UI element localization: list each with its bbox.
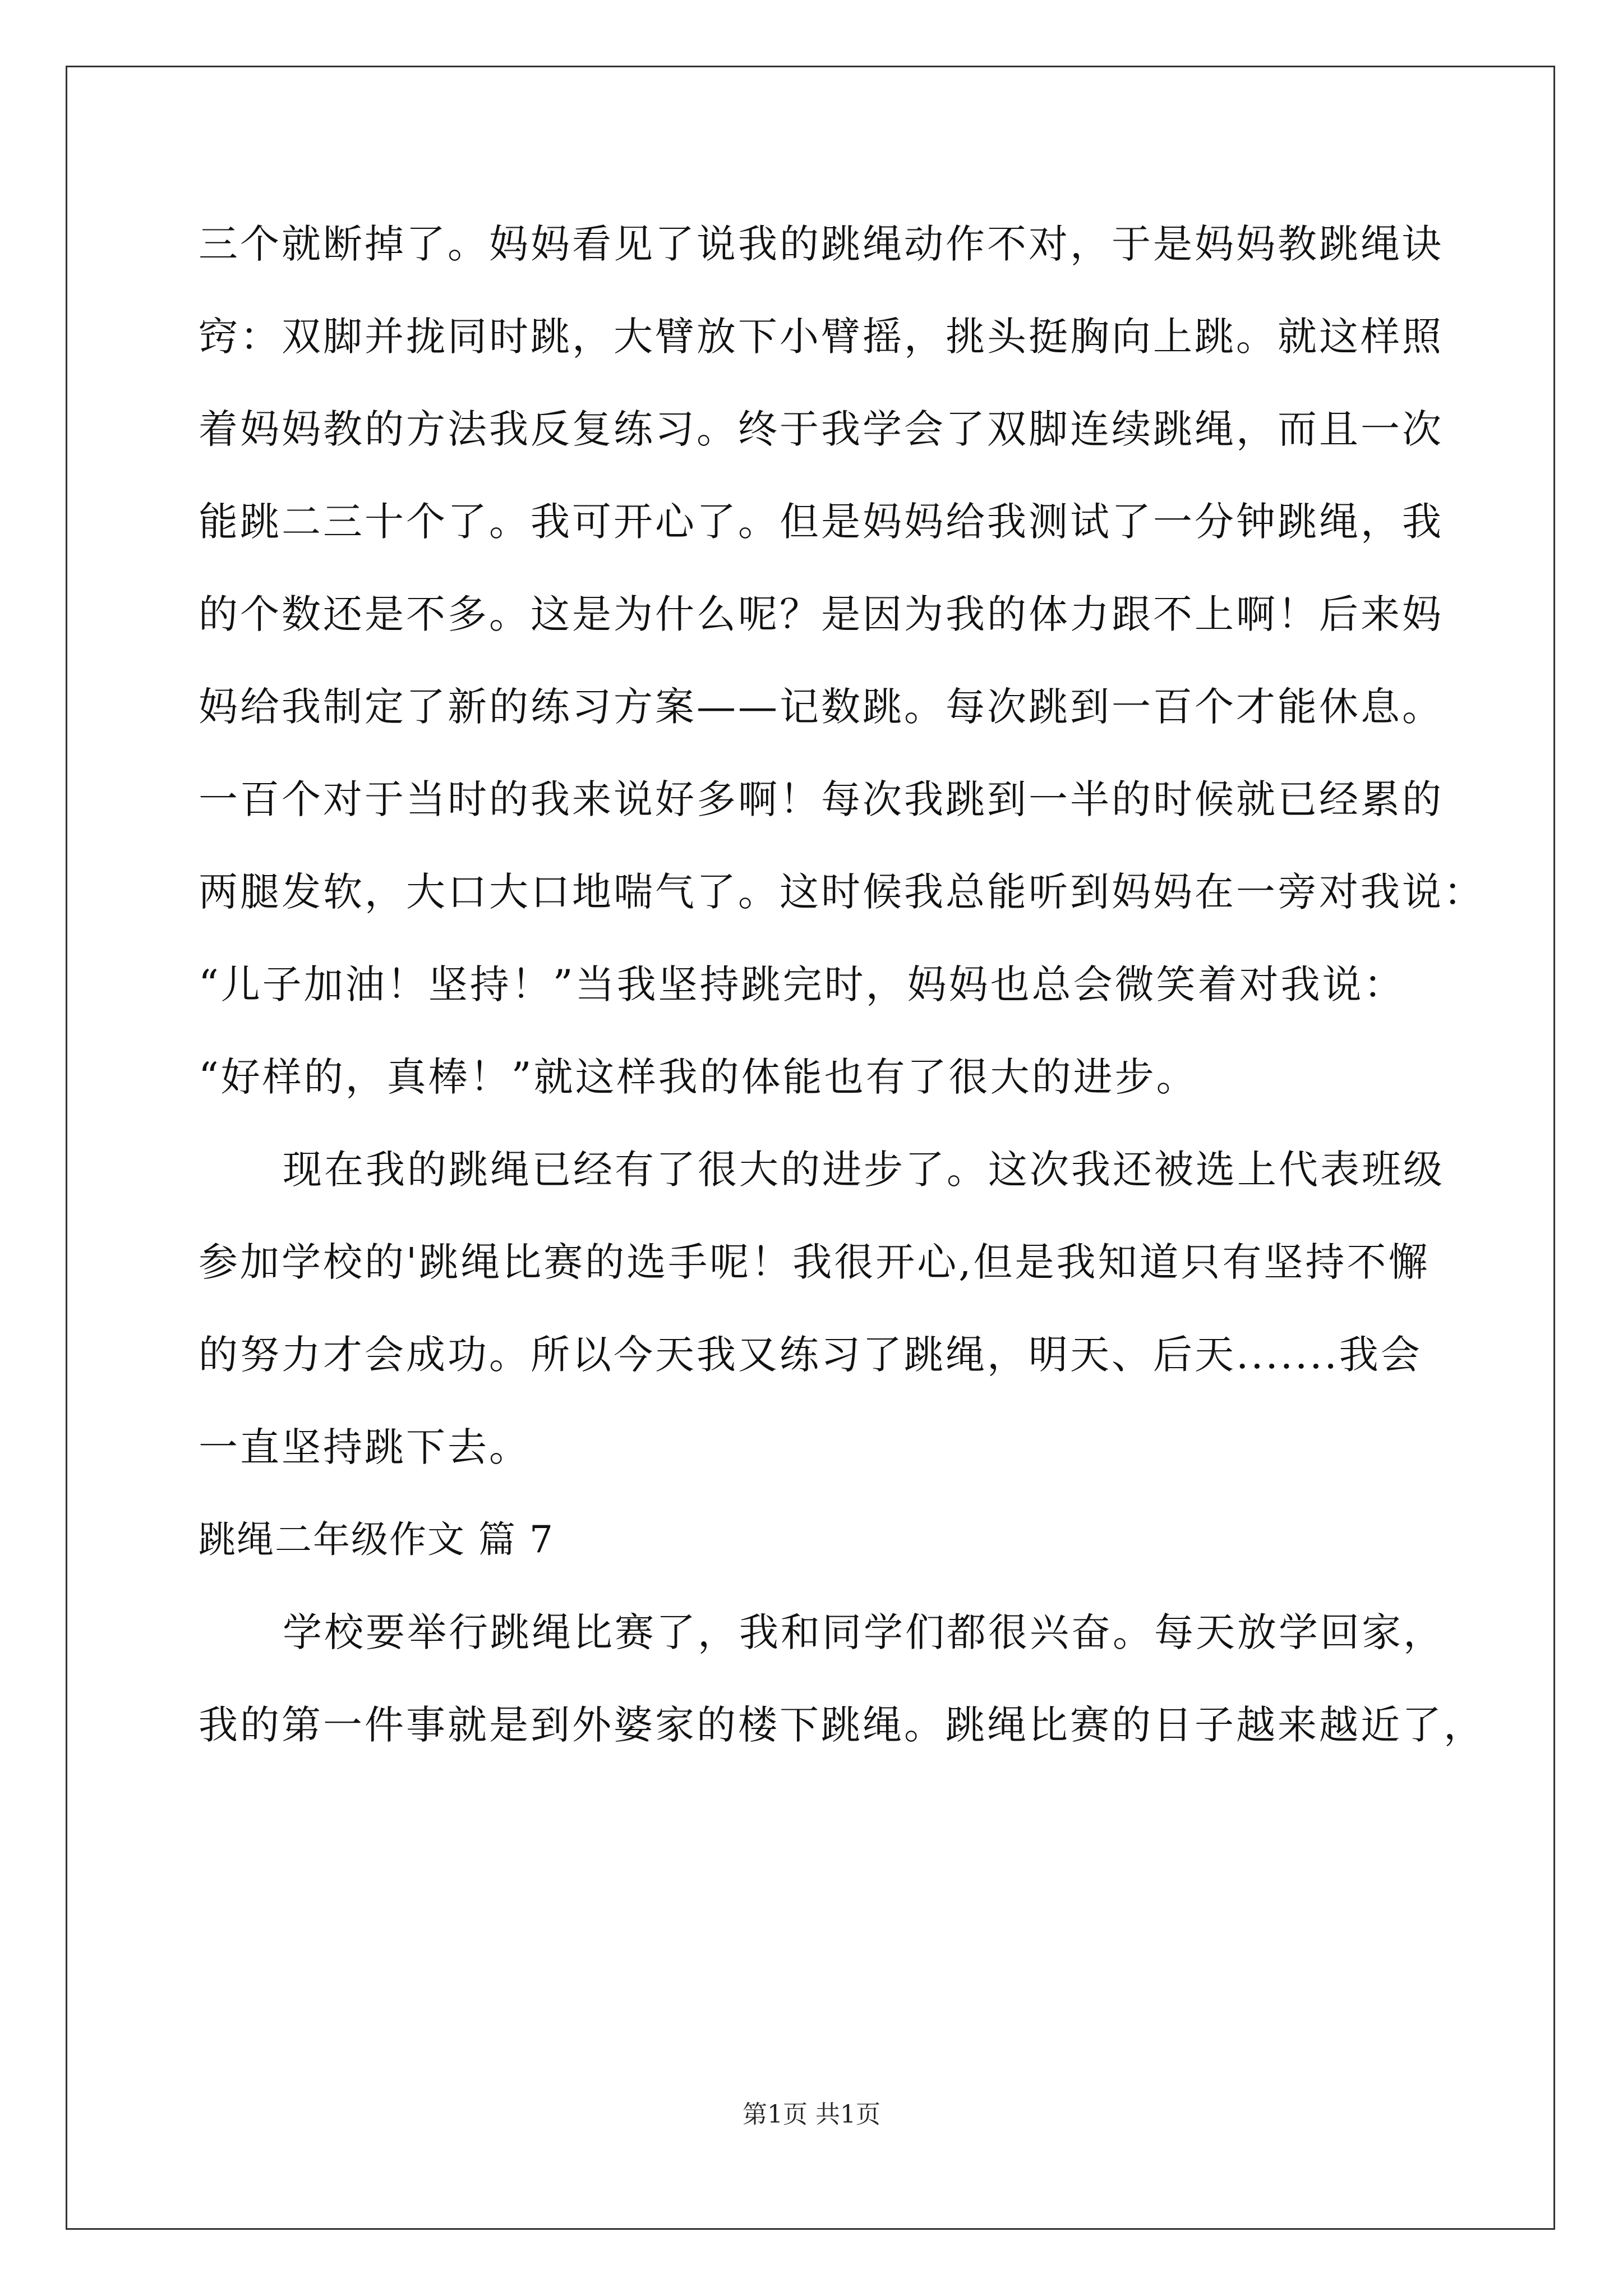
- text-line: 三个就断掉了。妈妈看见了说我的跳绳动作不对，于是妈妈教跳绳诀: [199, 221, 1444, 267]
- document-body: [199, 213, 1485, 1787]
- text-line: “好样的，真棒！”就这样我的体能也有了很大的进步。: [199, 1054, 1198, 1100]
- text-line: 能跳二三十个了。我可开心了。但是妈妈给我测试了一分钟跳绳，我: [199, 499, 1444, 545]
- text-line: 参加学校的'跳绳比赛的选手呢！我很开心,但是我知道只有坚持不懈: [199, 1239, 1430, 1285]
- text-line: 现在我的跳绳已经有了很大的进步了。这次我还被选上代表班级: [283, 1147, 1445, 1193]
- text-line: 妈给我制定了新的练习方案——记数跳。每次跳到一百个才能休息。: [199, 684, 1444, 730]
- text-line: 一直坚持跳下去。: [199, 1424, 531, 1470]
- text-line: 一百个对于当时的我来说好多啊！每次我跳到一半的时候就已经累的: [199, 776, 1444, 822]
- text-line: 我的第一件事就是到外婆家的楼下跳绳。跳绳比赛的日子越来越近了，: [199, 1702, 1485, 1748]
- text-line: 两腿发软，大口大口地喘气了。这时候我总能听到妈妈在一旁对我说：: [199, 869, 1485, 915]
- text-line: 的个数还是不多。这是为什么呢？是因为我的体力跟不上啊！后来妈: [199, 591, 1444, 637]
- page-footer: 第1页 共1页: [743, 2100, 880, 2129]
- text-line: 的努力才会成功。所以今天我又练习了跳绳，明天、后天.......我会: [199, 1332, 1422, 1378]
- text-line: 窍：双脚并拢同时跳，大臂放下小臂摇，挑头挺胸向上跳。就这样照: [199, 314, 1444, 360]
- text-line: “儿子加油！坚持！”当我坚持跳完时，妈妈也总会微笑着对我说：: [199, 961, 1405, 1007]
- text-line: 着妈妈教的方法我反复练习。终于我学会了双脚连续跳绳，而且一次: [199, 406, 1444, 452]
- text-line: 学校要举行跳绳比赛了，我和同学们都很兴奋。每天放学回家，: [283, 1609, 1445, 1655]
- section-heading: 跳绳二年级作文 篇 7: [199, 1518, 554, 1561]
